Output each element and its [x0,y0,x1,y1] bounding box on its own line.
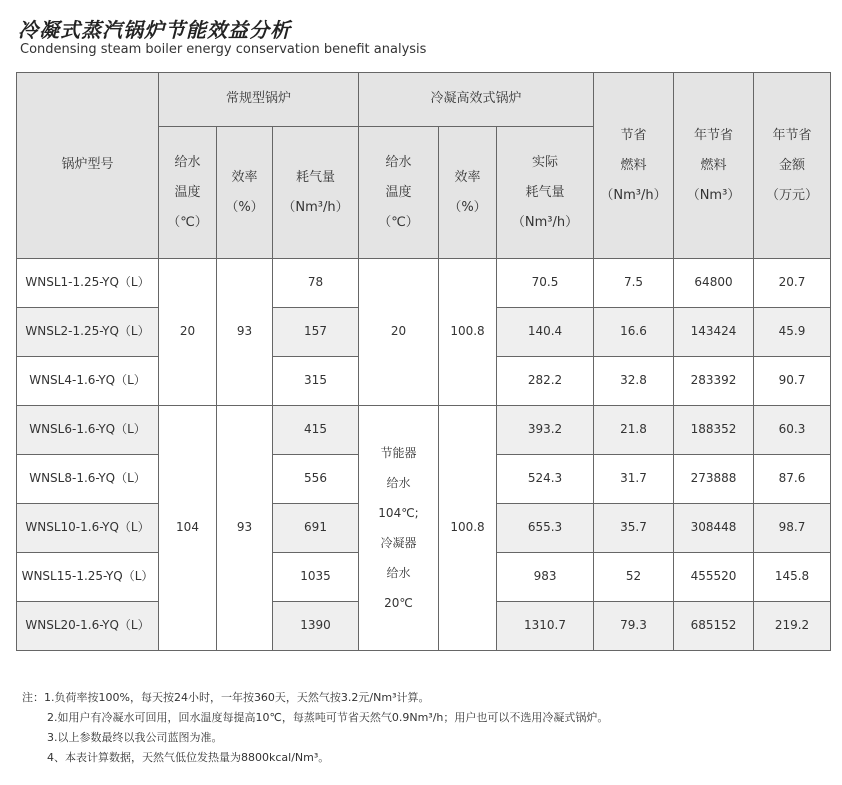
saved-cell: 7.5 [594,259,674,308]
annual-fuel-cell: 273888 [674,455,754,504]
table-row [17,259,831,308]
annual-fuel-cell: 283392 [674,357,754,406]
annual-fuel-cell: 455520 [674,553,754,602]
actual-gas-cell: 70.5 [497,259,594,308]
annual-fuel-cell: 188352 [674,406,754,455]
note-1: 注：1.负荷率按100%，每天按24小时，一年按360天，天然气按3.2元/Nm³计算。 [22,691,430,704]
page-subtitle: Condensing steam boiler energy conservation benefit analysis [20,42,427,57]
amount-cell: 60.3 [754,406,831,455]
gas-cell: 157 [273,308,359,357]
feed-temp-cell: 104 [159,406,217,651]
feed-temp-cell: 20 [159,259,217,406]
actual-gas-cell: 282.2 [497,357,594,406]
gas-cell: 691 [273,504,359,553]
note-3: 3.以上参数最终以我公司蓝图为准。 [47,731,223,744]
amount-cell: 145.8 [754,553,831,602]
model-cell: WNSL10-1.6-YQ（L） [17,504,159,553]
saved-cell: 35.7 [594,504,674,553]
header-annual-amount: 年节省 金额 （万元） [754,73,831,259]
page-title: 冷凝式蒸汽锅炉节能效益分析 [18,18,291,42]
header-model: 锅炉型号 [17,73,159,259]
annual-fuel-cell: 64800 [674,259,754,308]
note-2: 2.如用户有冷凝水可回用，回水温度每提高10℃，每蒸吨可节省天然气0.9Nm³/h；用户也可以不选用冷凝式锅炉。 [47,711,609,724]
actual-gas-cell: 1310.7 [497,602,594,651]
note-4: 4、本表计算数据，天然气低位发热量为8800kcal/Nm³。 [47,751,330,764]
header-fuel-saved: 节省 燃料 （Nm³/h） [594,73,674,259]
header-cond-efficiency: 效率 （%） [439,127,497,259]
model-cell: WNSL6-1.6-YQ（L） [17,406,159,455]
saved-cell: 31.7 [594,455,674,504]
gas-cell: 415 [273,406,359,455]
header-efficiency: 效率 （%） [217,127,273,259]
gas-cell: 315 [273,357,359,406]
gas-cell: 1390 [273,602,359,651]
benefit-table [16,72,831,651]
model-cell: WNSL20-1.6-YQ（L） [17,602,159,651]
amount-cell: 87.6 [754,455,831,504]
footnotes [22,688,608,768]
header-annual-fuel: 年节省 燃料 （Nm³） [674,73,754,259]
saved-cell: 32.8 [594,357,674,406]
cond-eff-cell: 100.8 [439,259,497,406]
amount-cell: 98.7 [754,504,831,553]
annual-fuel-cell: 308448 [674,504,754,553]
actual-gas-cell: 524.3 [497,455,594,504]
cond-feed-cell: 节能器 给水 104℃; 冷凝器 给水 20℃ [359,406,439,651]
amount-cell: 90.7 [754,357,831,406]
efficiency-cell: 93 [217,406,273,651]
header-cond-feed-temp: 给水 温度 （℃） [359,127,439,259]
efficiency-cell: 93 [217,259,273,406]
actual-gas-cell: 655.3 [497,504,594,553]
model-cell: WNSL4-1.6-YQ（L） [17,357,159,406]
model-cell: WNSL1-1.25-YQ（L） [17,259,159,308]
cond-feed-cell: 20 [359,259,439,406]
amount-cell: 45.9 [754,308,831,357]
gas-cell: 78 [273,259,359,308]
saved-cell: 79.3 [594,602,674,651]
header-gas-use: 耗气量 （Nm³/h） [273,127,359,259]
amount-cell: 219.2 [754,602,831,651]
annual-fuel-cell: 685152 [674,602,754,651]
header-conventional: 常规型锅炉 [159,73,359,127]
gas-cell: 556 [273,455,359,504]
actual-gas-cell: 393.2 [497,406,594,455]
header-condensing: 冷凝高效式锅炉 [359,73,594,127]
gas-cell: 1035 [273,553,359,602]
saved-cell: 21.8 [594,406,674,455]
annual-fuel-cell: 143424 [674,308,754,357]
table-row [17,406,831,455]
header-actual-gas: 实际 耗气量 （Nm³/h） [497,127,594,259]
model-cell: WNSL2-1.25-YQ（L） [17,308,159,357]
model-cell: WNSL15-1.25-YQ（L） [17,553,159,602]
model-cell: WNSL8-1.6-YQ（L） [17,455,159,504]
actual-gas-cell: 140.4 [497,308,594,357]
header-feed-temp: 给水 温度 （℃） [159,127,217,259]
saved-cell: 16.6 [594,308,674,357]
cond-eff-cell: 100.8 [439,406,497,651]
amount-cell: 20.7 [754,259,831,308]
saved-cell: 52 [594,553,674,602]
actual-gas-cell: 983 [497,553,594,602]
